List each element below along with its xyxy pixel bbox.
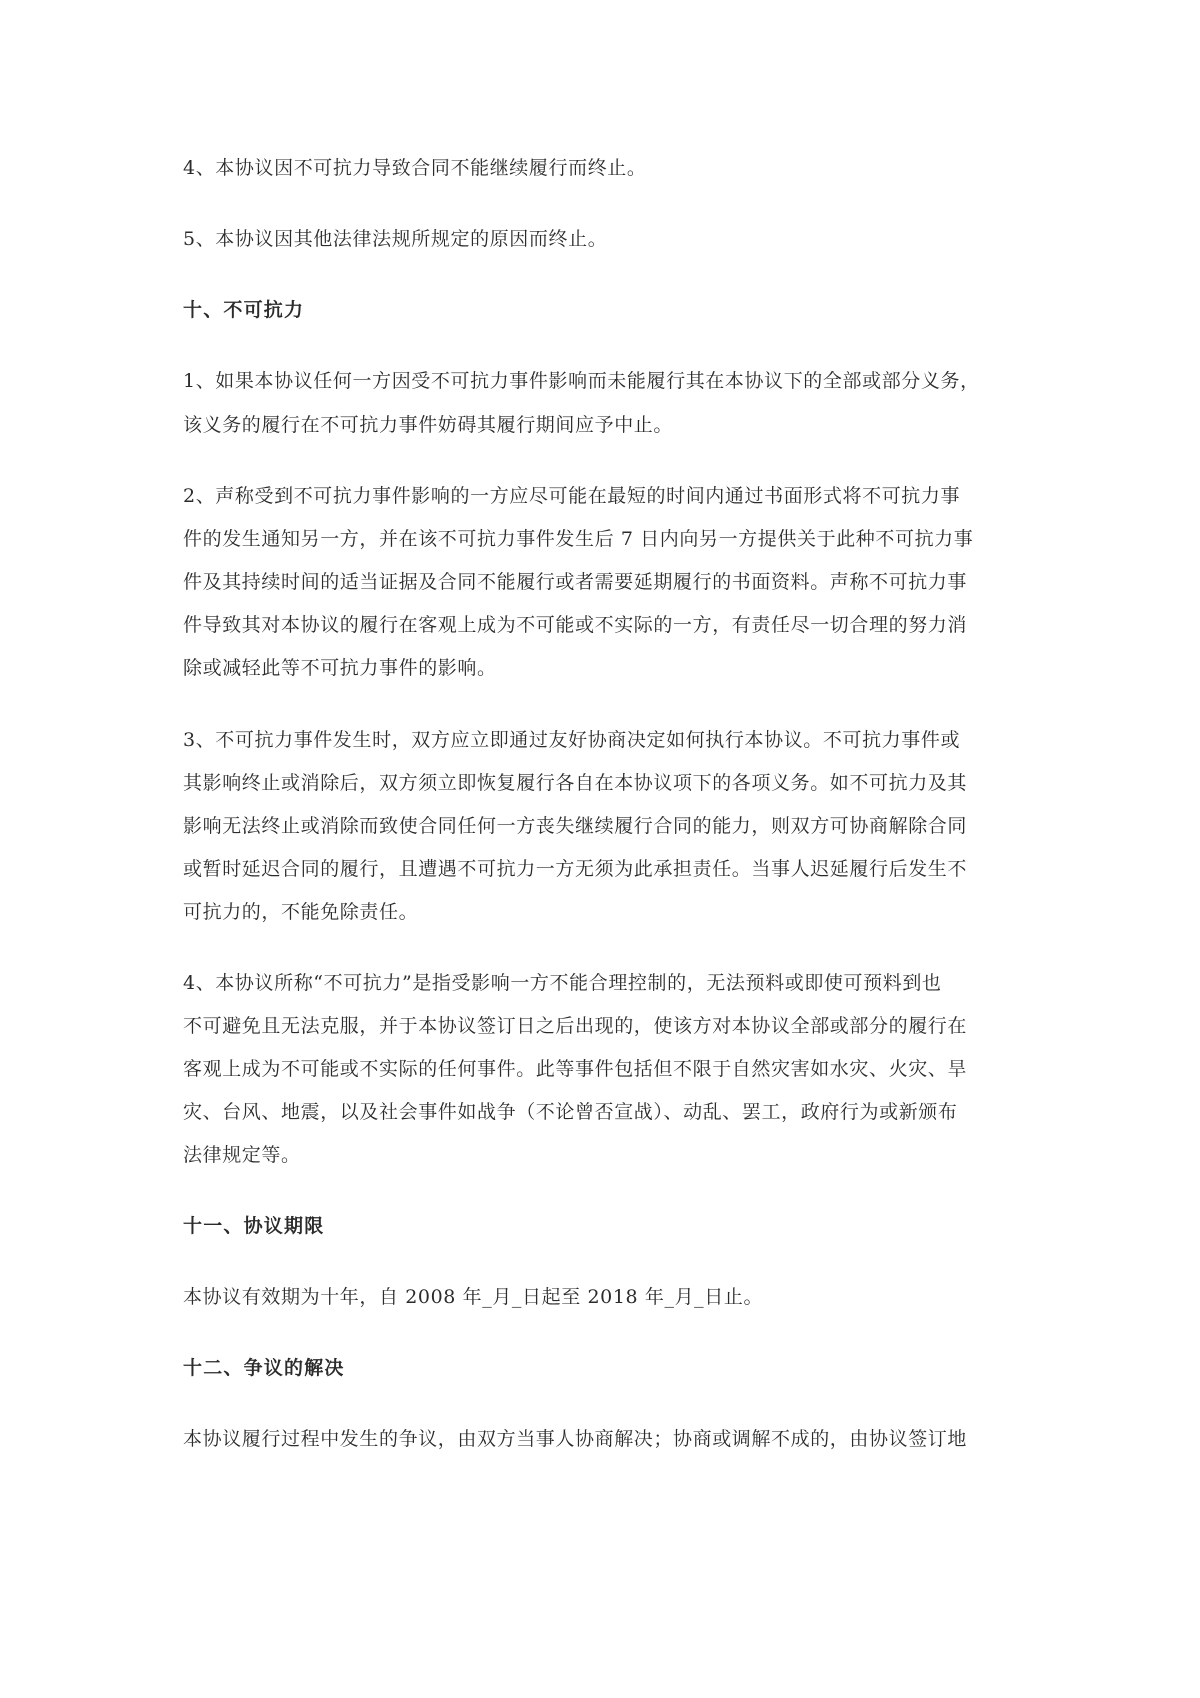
force-majeure-item-2-line-1: 2、声称受到不可抗力事件影响的一方应尽可能在最短的时间内通过书面形式将不可抗力事 — [183, 485, 961, 507]
section-heading-dispute-resolution: 十二、争议的解决 — [183, 1357, 345, 1379]
force-majeure-item-2-line-3: 件及其持续时间的适当证据及合同不能履行或者需要延期履行的书面资料。声称不可抗力事 — [183, 571, 968, 593]
section-heading-force-majeure: 十、不可抗力 — [183, 299, 305, 321]
force-majeure-item-3-line-1: 3、不可抗力事件发生时，双方应立即通过友好协商决定如何执行本协议。不可抗力事件或 — [183, 729, 961, 751]
force-majeure-item-4-line-3: 客观上成为不可能或不实际的任何事件。此等事件包括但不限于自然灾害如水灾、火灾、旱 — [183, 1058, 968, 1080]
force-majeure-item-4-line-5: 法律规定等。 — [183, 1144, 301, 1166]
clause-9-item-5: 5、本协议因其他法律法规所规定的原因而终止。 — [183, 228, 608, 250]
force-majeure-item-3-line-3: 影响无法终止或消除而致使合同任何一方丧失继续履行合同的能力，则双方可协商解除合同 — [183, 815, 968, 837]
force-majeure-item-3-line-2: 其影响终止或消除后，双方须立即恢复履行各自在本协议项下的各项义务。如不可抗力及其 — [183, 772, 968, 794]
force-majeure-item-2-line-4: 件导致其对本协议的履行在客观上成为不可能或不实际的一方，有责任尽一切合理的努力消 — [183, 614, 968, 636]
force-majeure-item-3-line-4: 或暂时延迟合同的履行，且遭遇不可抗力一方无须为此承担责任。当事人迟延履行后发生不 — [183, 858, 968, 880]
force-majeure-item-4-line-4: 灾、台风、地震，以及社会事件如战争（不论曾否宣战）、动乱、罢工，政府行为或新颁布 — [183, 1101, 958, 1123]
force-majeure-item-4-line-2: 不可避免且无法克服，并于本协议签订日之后出现的，使该方对本协议全部或部分的履行在 — [183, 1015, 968, 1037]
force-majeure-item-1-line-2: 该义务的履行在不可抗力事件妨碍其履行期间应予中止。 — [183, 414, 674, 436]
force-majeure-item-2-line-5: 除或减轻此等不可抗力事件的影响。 — [183, 657, 497, 679]
force-majeure-item-4-line-1: 4、本协议所称“不可抗力”是指受影响一方不能合理控制的，无法预料或即使可预料到也 — [183, 972, 942, 994]
clause-9-item-4: 4、本协议因不可抗力导致合同不能继续履行而终止。 — [183, 157, 647, 179]
force-majeure-item-2-line-2: 件的发生通知另一方，并在该不可抗力事件发生后 7 日内向另一方提供关于此种不可抗力事 — [183, 528, 974, 550]
dispute-resolution-text: 本协议履行过程中发生的争议，由双方当事人协商解决；协商或调解不成的，由协议签订地 — [183, 1428, 968, 1450]
section-heading-term: 十一、协议期限 — [183, 1215, 325, 1237]
force-majeure-item-1-line-1: 1、如果本协议任何一方因受不可抗力事件影响而未能履行其在本协议下的全部或部分义务， — [183, 370, 980, 392]
term-text: 本协议有效期为十年，自 2008 年_月_日起至 2018 年_月_日止。 — [183, 1286, 764, 1308]
force-majeure-item-3-line-5: 可抗力的，不能免除责任。 — [183, 901, 419, 923]
